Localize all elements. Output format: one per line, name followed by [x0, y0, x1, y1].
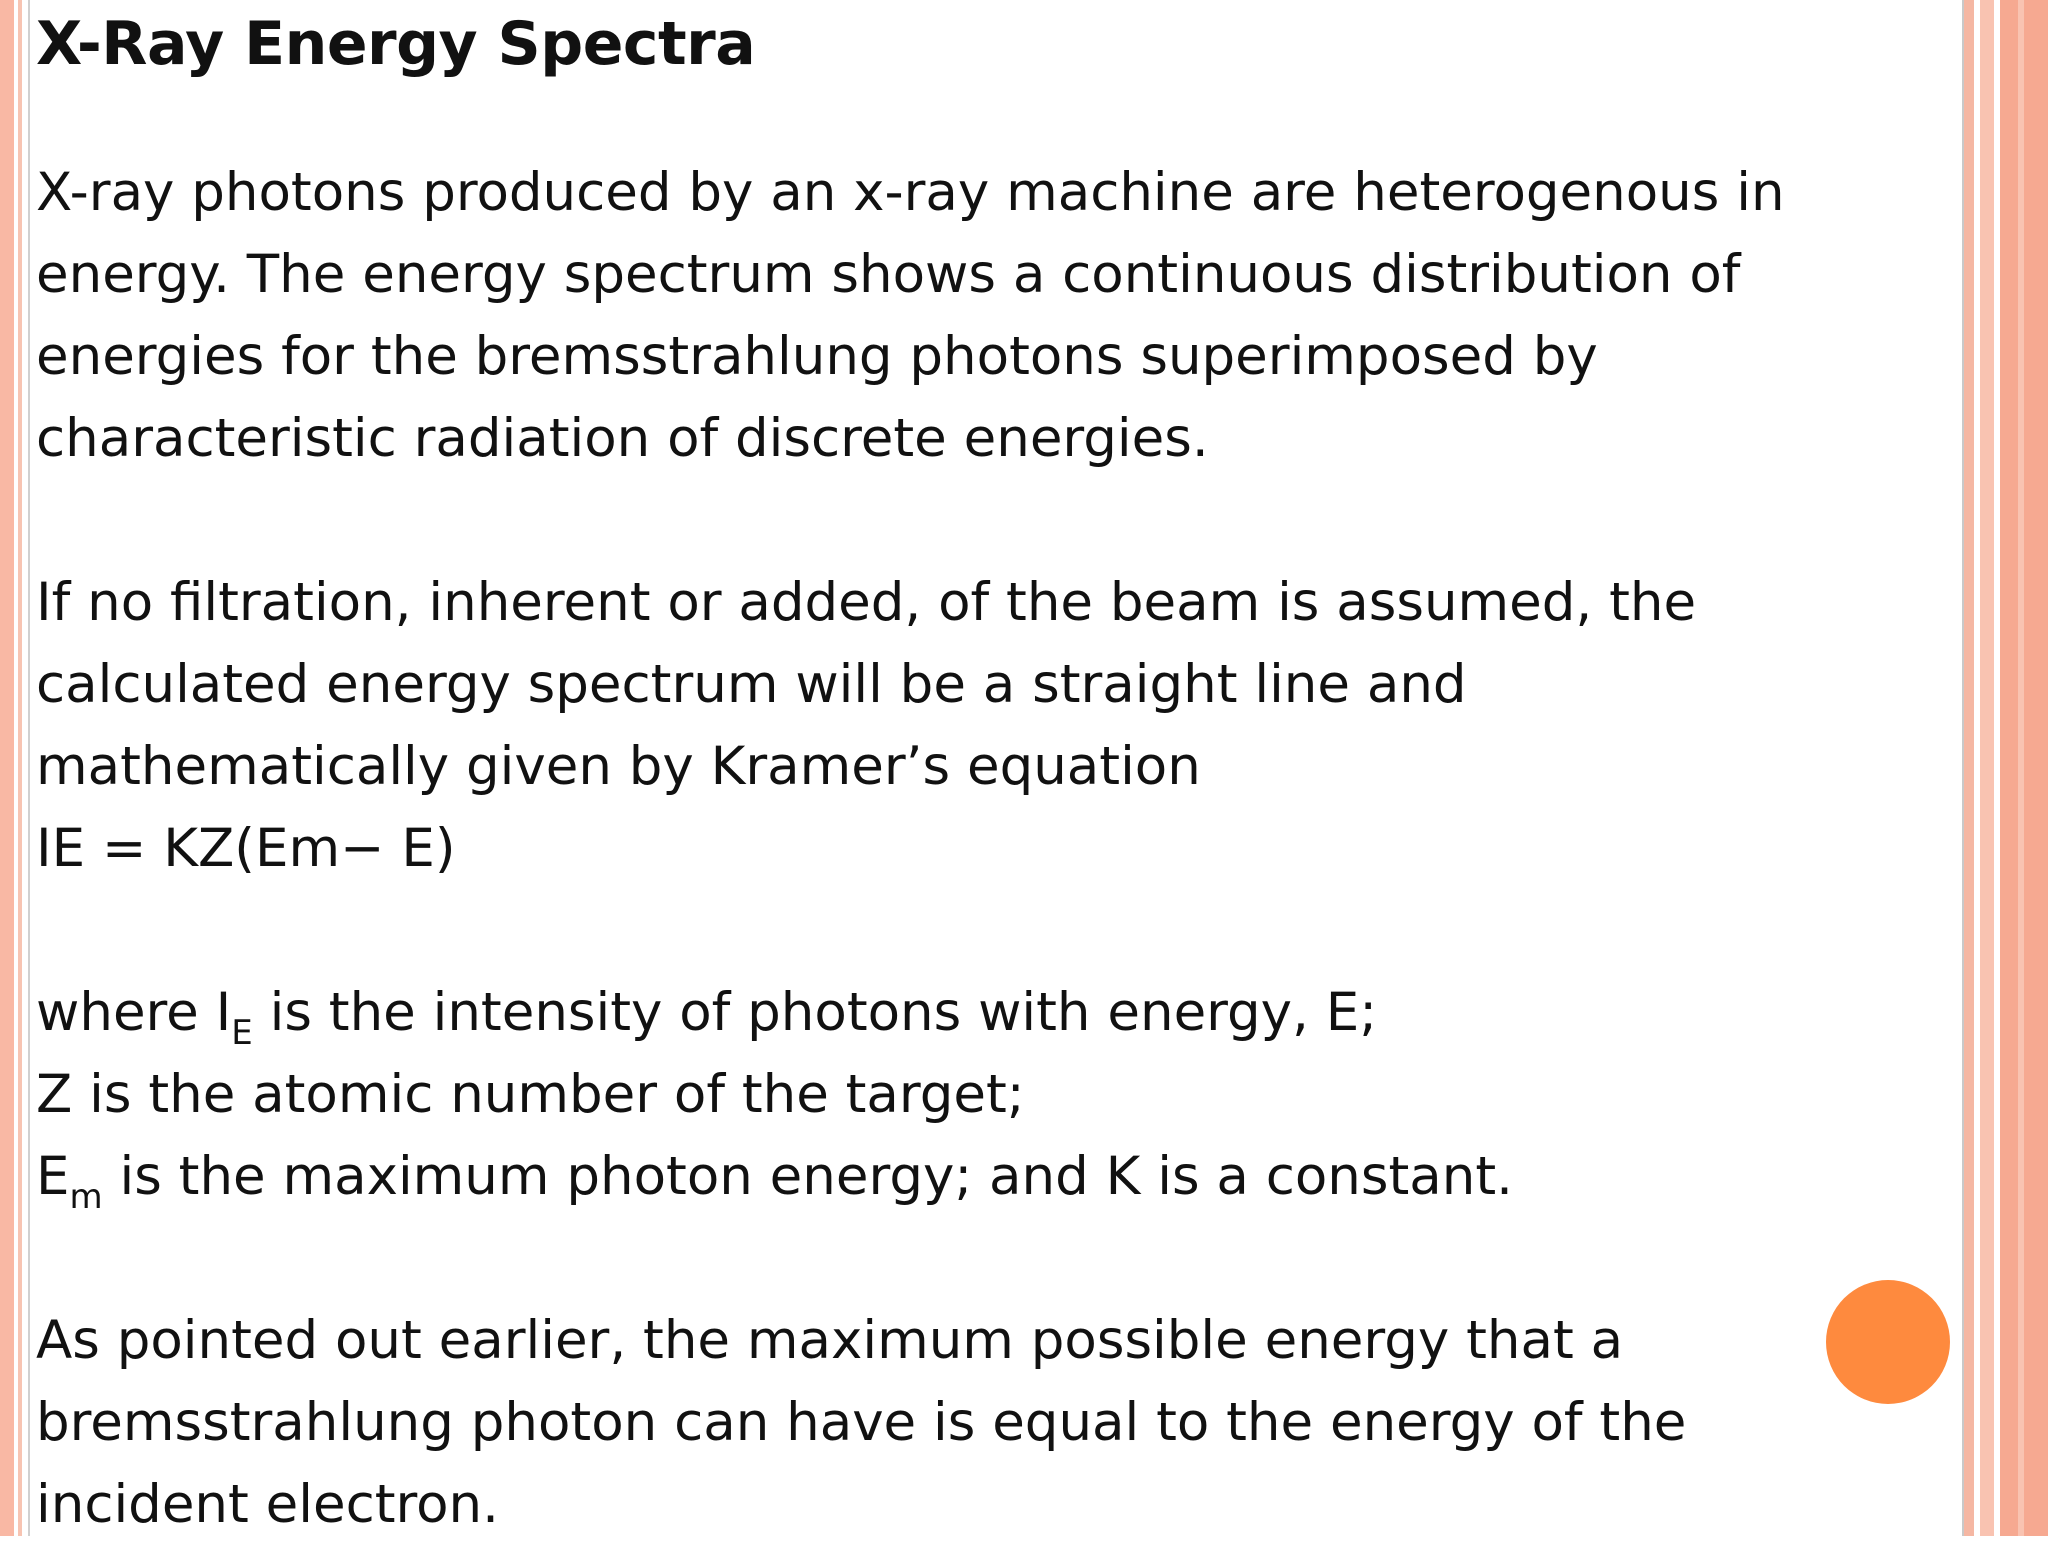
paragraph-1-line: X-ray photons produced by an x-ray machine are heterogenous in: [36, 162, 1785, 223]
definition-text: E: [36, 1146, 70, 1207]
definition-text: is the maximum photon energy; and K is a constant.: [102, 1146, 1513, 1207]
kramer-equation: IE = KZ(Em− E): [36, 818, 456, 879]
right-edge-stripe-light: [1980, 0, 1994, 1536]
subscript-m: m: [69, 1177, 103, 1217]
paragraph-3-line: As pointed out earlier, the maximum possible energy that a: [36, 1310, 1624, 1371]
definition-atomic-number: Z is the atomic number of the target;: [36, 1064, 1025, 1125]
paragraph-2-line: mathematically given by Kramer’s equation: [36, 736, 1201, 797]
paragraph-1-line: characteristic radiation of discrete energies.: [36, 408, 1209, 469]
right-edge-band-highlight: [2018, 0, 2024, 1536]
slide-title: X-Ray Energy Spectra: [36, 9, 756, 79]
paragraph-1-line: energy. The energy spectrum shows a continuous distribution of: [36, 244, 1741, 305]
paragraph-spacer: [36, 1218, 1936, 1300]
paragraph-3-line: bremsstrahlung photon can have is equal to the energy of the: [36, 1392, 1687, 1453]
slide-body: [36, 152, 1936, 1546]
decorative-orange-circle: [1826, 1280, 1950, 1404]
definition-text: is the intensity of photons with energy, E;: [252, 982, 1378, 1043]
right-edge-band: [2000, 0, 2048, 1536]
slide-inner-border: [28, 0, 30, 1536]
paragraph-2-line: If no filtration, inherent or added, of the beam is assumed, the: [36, 572, 1697, 633]
definition-text: where I: [36, 982, 232, 1043]
definition-max-energy: [36, 1136, 1936, 1218]
right-edge-stripe: [1964, 0, 1974, 1536]
paragraph-3-line: incident electron.: [36, 1474, 499, 1535]
paragraph-spacer: [36, 480, 1936, 562]
paragraph-1-line: energies for the bremsstrahlung photons superimposed by: [36, 326, 1598, 387]
paragraph-2-line: calculated energy spectrum will be a straight line and: [36, 654, 1467, 715]
paragraph-spacer: [36, 890, 1936, 972]
left-edge-band: [0, 0, 14, 1536]
definition-intensity: [36, 972, 1936, 1054]
subscript-e: E: [231, 1013, 253, 1053]
